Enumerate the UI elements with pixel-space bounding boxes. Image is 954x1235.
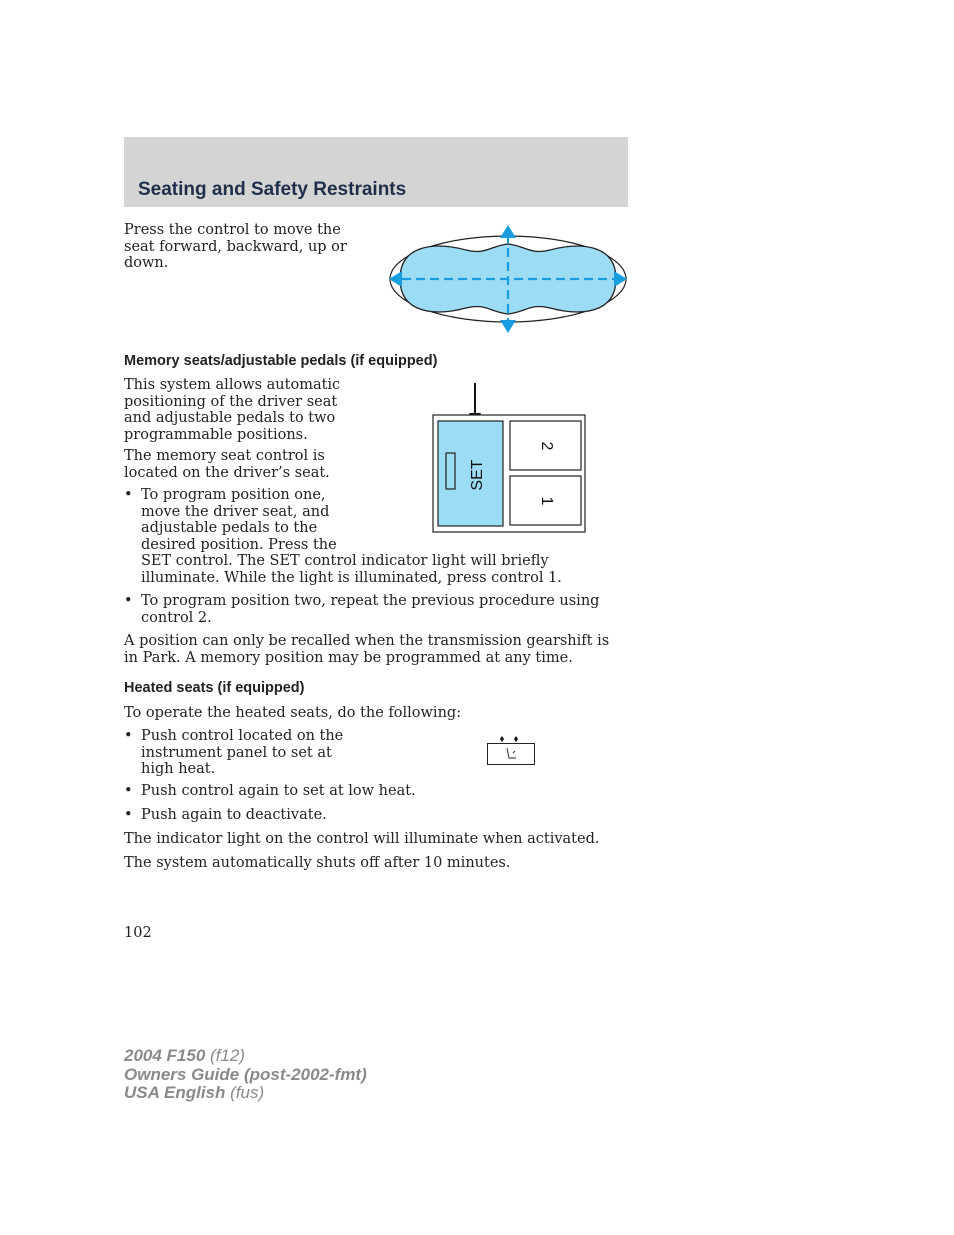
heated-seats-heading: Heated seats (if equipped) <box>124 680 305 696</box>
footer-language: USA English <box>124 1083 226 1102</box>
footer-line-1 <box>124 1047 367 1066</box>
wrap-spacer <box>356 487 581 545</box>
footer-model: 2004 F150 <box>124 1046 206 1065</box>
bullet-dot: • <box>124 593 133 609</box>
footer-line-2 <box>124 1066 367 1085</box>
footer-guide: Owners Guide (post-2002-fmt) <box>124 1064 367 1084</box>
memory-button-1-label: 1 <box>537 496 555 505</box>
seat-heater-icon[interactable] <box>486 733 536 767</box>
bullet-dot: • <box>124 728 133 744</box>
memory-bullet-1-text: To program position one, move the driver seat, and adjustable pedals to the desired position. Press the SET control. The SET control indicator light will briefly illuminate. While the light is illuminated, press control 1. <box>141 487 562 586</box>
bullet-dot: • <box>124 783 133 799</box>
page-number: 102 <box>124 925 152 941</box>
seat-control-diagram-icon <box>386 224 630 334</box>
heated-para-1: The indicator light on the control will illuminate when activated. <box>124 831 600 847</box>
memory-para-2: The memory seat control is located on the driver’s seat. <box>124 448 330 481</box>
heated-bullet-3-text: Push again to deactivate. <box>141 807 327 823</box>
section-title: Seating and Safety Restraints <box>138 179 407 200</box>
footer-line-3 <box>124 1084 367 1103</box>
heated-intro: To operate the heated seats, do the following: <box>124 705 462 721</box>
memory-seats-heading: Memory seats/adjustable pedals (if equipped) <box>124 353 438 369</box>
seat-control-text: Press the control to move the seat forward, backward, up or down. <box>124 222 347 271</box>
memory-para-1: This system allows automatic positioning of the driver seat and adjustable pedals to two programmable positions. <box>124 377 341 443</box>
footer-model-code: (f12) <box>210 1046 245 1065</box>
document-footer <box>124 1047 367 1103</box>
section-header <box>124 137 628 207</box>
bullet-dot: • <box>124 487 133 503</box>
memory-para-3: A position can only be recalled when the transmission gearshift is in Park. A memory position may be programmed at any time. <box>124 633 610 666</box>
heated-para-2: The system automatically shuts off after 10 minutes. <box>124 855 511 871</box>
memory-button-2-label: 2 <box>537 441 555 450</box>
memory-bullet-2-text: To program position two, repeat the previous procedure using control 2. <box>141 593 600 626</box>
heated-bullet-2-text: Push control again to set at low heat. <box>141 783 416 799</box>
heated-bullet-1-text: Push control located on the instrument panel to set at high heat. <box>141 728 344 777</box>
bullet-dot: • <box>124 807 133 823</box>
memory-button-2[interactable] <box>510 421 581 470</box>
footer-language-code: (fus) <box>230 1083 265 1102</box>
set-label: SET <box>469 459 486 491</box>
